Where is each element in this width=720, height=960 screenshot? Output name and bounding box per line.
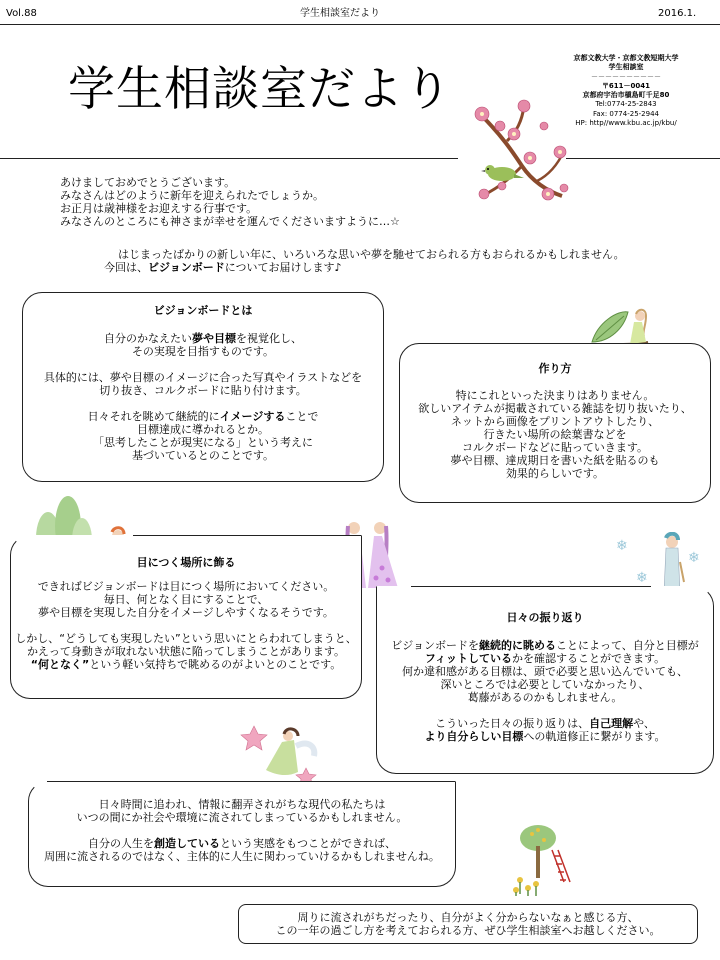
address: 京都府宇治市槇島町千足80 (582, 91, 670, 100)
tree-ladder-illustration (508, 820, 574, 896)
text-line: コルクボードなどに貼っていきます。 (462, 441, 648, 454)
box-title: 目につく場所に飾る (136, 556, 236, 569)
text-line: 周囲に流されるのではなく、主体的に人生に関わっていけるかもしれませんね。 (44, 850, 440, 863)
intro-line (104, 261, 625, 274)
svg-text:❄: ❄ (636, 570, 648, 586)
svg-text:❄: ❄ (616, 538, 628, 554)
text-line: できればビジョンボードは目につく場所においてください。 (37, 580, 335, 593)
intro-pre: 今回は、 (104, 261, 148, 274)
text-span: かを確認することができます。 (512, 652, 666, 665)
intro-bold: ビジョンボード (148, 261, 225, 274)
box-daily-review (376, 586, 714, 774)
box-display-visible-place (10, 535, 362, 699)
box-body (11, 580, 361, 671)
text-bold: 創造している (154, 837, 220, 850)
volume-label: Vol.88 (6, 8, 37, 19)
text-line: 日々時間に追われ、情報に翻弄されがちな現代の私たちは (98, 798, 386, 811)
header-title: 学生相談室だより (300, 8, 380, 19)
greeting-line: みなさんのところにも神さまが幸せを運んでくださいますように…☆ (60, 215, 400, 228)
univ-name: 京都文教大学・京都文教短期大学 (573, 54, 679, 62)
box-title: ビジョンボードとは (153, 304, 253, 317)
text-line: 毎日、何となく目にすることで、 (103, 593, 269, 606)
text-line: 効果的らしいです。 (505, 467, 605, 480)
text-span: という軽い気持ちで眺めるのがよいとのことです。 (89, 658, 342, 671)
fax: Fax: 0774-25-2944 (593, 109, 659, 118)
text-span: 日々それを眺めて継続的に (87, 410, 220, 423)
text-line: 具体的には、夢や目標のイメージに合った写真やイラストなどを (43, 371, 363, 384)
text-bold: 継続的に眺める (479, 639, 556, 652)
intro-block (104, 248, 625, 274)
text-span: を視覚化し、 (236, 332, 302, 345)
office-name: 学生相談室 (608, 63, 644, 72)
contact-block (560, 54, 692, 128)
text-span: や、 (633, 717, 655, 730)
flower-fairy-illustration (236, 716, 322, 790)
header-rule-top (0, 24, 720, 25)
text-line (29, 837, 455, 850)
text-span: ことで (285, 410, 319, 423)
text-line: 夢や目標を実現した自分をイメージしやすくなるそうです。 (38, 606, 334, 619)
text-line: 「思考したことが現実になる」という考えに (93, 436, 313, 449)
box-body (377, 639, 713, 743)
text-line: 葛藤があるのかもしれません。 (467, 691, 623, 704)
text-line: その実現を目指すものです。 (131, 345, 275, 358)
text-bold: “何となく” (30, 658, 90, 671)
text-line (11, 658, 361, 671)
text-span: ことによって、自分と目標が (556, 639, 699, 652)
greeting-block (60, 176, 400, 228)
intro-line: はじまったばかりの新しい年に、いろいろな思いや夢を馳せておられる方もおられるかもしれません。 (118, 248, 625, 261)
text-line (23, 332, 383, 345)
text-line: 行きたい場所の絵葉書などを (483, 428, 627, 441)
text-line: いつの間にか社会や環境に流されてしまっているかもしれません。 (76, 811, 408, 824)
plum-blossom-bird-illustration (452, 96, 570, 206)
text-span: への軌道修正に繋がります。 (523, 730, 666, 743)
text-line: 目標達成に導かれるとか。 (137, 423, 269, 436)
box-how-to-make (399, 343, 711, 503)
text-bold: 自己理解 (589, 717, 634, 730)
text-line: 基づいているとのことです。 (131, 449, 275, 462)
box-top-rule (47, 781, 455, 782)
text-line: 欲しいアイテムが掲載されている雑誌を切り抜いたり、 (418, 402, 692, 415)
homepage-link[interactable]: HP: http//www.kbu.ac.jp/kbu/ (575, 119, 677, 128)
greeting-line: お正月は歳神様をお迎えする行事です。 (60, 202, 258, 215)
text-line: ネットから画像をプリントアウトしたり、 (450, 415, 660, 428)
box-own-life (28, 781, 456, 887)
box-title: 日々の振り返り (506, 611, 584, 624)
text-bold: より自分らしい目標 (424, 730, 524, 743)
text-line (23, 410, 383, 423)
box-footer-invitation (238, 904, 698, 944)
text-line (377, 639, 713, 652)
text-line (377, 652, 713, 665)
header-date: 2016.1. (658, 8, 697, 19)
svg-text:❄: ❄ (688, 550, 700, 566)
box-body (239, 911, 697, 937)
box-what-is-vision-board (22, 292, 384, 482)
text-line: 周りに流されがちだったり、自分がよく分からないなぁと感じる方、 (297, 911, 639, 924)
text-line (377, 717, 713, 730)
text-line: 夢や目標、達成期日を書いた紙を貼るのも (450, 454, 660, 467)
text-bold: フィットしている (424, 652, 512, 665)
text-span: 自分の人生を (88, 837, 154, 850)
text-line: しかし、“どうしても実現したい”という思いにとらわれてしまうと、 (15, 632, 357, 645)
box-top-rule (133, 535, 361, 536)
text-line: 深いところでは必要としていなかったり、 (440, 678, 650, 691)
box-body (29, 798, 455, 863)
postal-code: 〒611－0041 (601, 81, 651, 90)
text-bold: 夢や目標 (192, 332, 236, 345)
text-line (377, 730, 713, 743)
masthead-rule-bottom (0, 158, 458, 159)
text-bold: イメージする (219, 410, 286, 423)
box-body (400, 389, 710, 480)
text-span: という実感をもつことができれば、 (220, 837, 396, 850)
greeting-line: あけましておめでとうございます。 (60, 176, 236, 189)
text-span: 自分のかなえたい (104, 332, 192, 345)
box-top-rule (411, 586, 651, 587)
contact-divider: －－－－－－－－－－ (591, 72, 661, 81)
text-line: 何か違和感がある目標は、頭で必要と思い込んでいても、 (402, 665, 688, 678)
text-line: この一年の過ごし方を考えておられる方、ぜひ学生相談室へお越しください。 (275, 924, 661, 937)
masthead-rule-bottom-right (566, 158, 720, 159)
text-span: ビジョンボードを (391, 639, 479, 652)
intro-post: についてお届けします♪ (224, 261, 342, 274)
text-line: 切り抜き、コルクボードに貼り付けます。 (99, 384, 307, 397)
text-line: 特にこれといった決まりはありません。 (455, 389, 655, 402)
tel: Tel:0774-25-2843 (595, 100, 657, 109)
text-span: こういった日々の振り返りは、 (435, 717, 590, 730)
masthead-title: 学生相談室だより (68, 62, 452, 117)
box-title: 作り方 (538, 362, 572, 375)
box-body (23, 332, 383, 462)
text-line: かえって身動きが取れない状態に陥ってしまうことがあります。 (26, 645, 346, 658)
greeting-line: みなさんはどのように新年を迎えられたでしょうか。 (60, 189, 324, 202)
